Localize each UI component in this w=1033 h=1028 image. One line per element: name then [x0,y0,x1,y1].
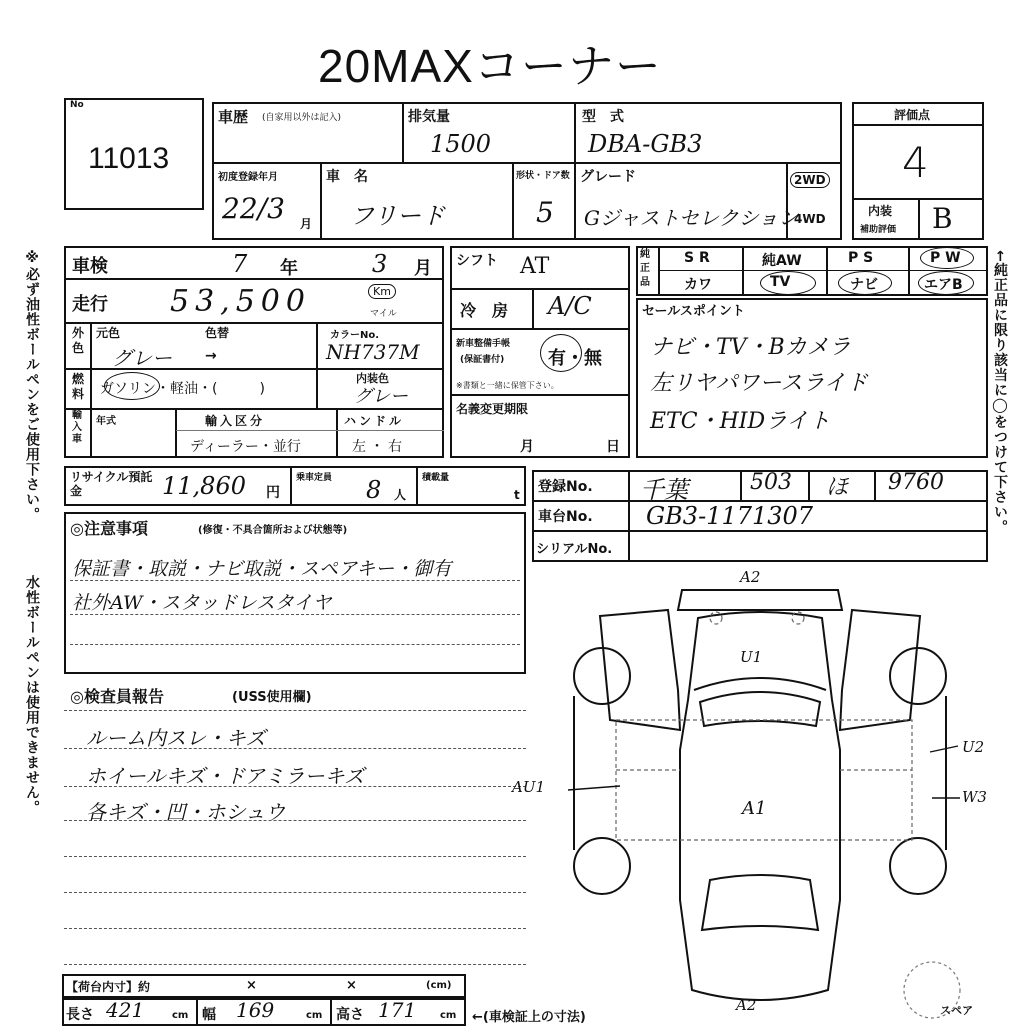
interior-label: 内装 [868,204,893,218]
dims-width-value: 169 [236,998,275,1022]
equip-tv: TV [770,274,791,290]
notes-line-1: 保証書・取説・ナビ取説・スペアキー・御有 [72,558,452,580]
capacity-value: 8 [366,476,382,504]
airbag-circle [918,271,974,295]
equip-ps: P S [848,250,874,266]
spare-label: スペア [940,1004,973,1017]
equip-side: 純正品 [640,249,650,288]
displacement-value: 1500 [430,130,492,158]
shaken-month: 3 [372,250,388,278]
aircon-label: 冷 房 [460,301,509,320]
interior-sub: 補助評価 [860,225,897,235]
notes-line-2: 社外AW・スタッドレスタイヤ [72,592,332,614]
history-label: 車歴 [218,108,249,126]
dims-note: ←(車検証上の寸法) [472,1010,586,1025]
color-code-label: カラーNo. [330,330,380,341]
first-reg-unit: 月 [300,217,313,231]
load-label: 積載量 [422,473,450,483]
import-div-label: 輸入区分 [205,414,266,428]
first-reg-value: 22/3 [222,192,285,225]
car-name-value: フリード [350,202,446,230]
import-side: 輸入車 [72,410,82,445]
cargo-x2: × [346,978,357,993]
score-value: 4 [902,138,929,187]
page-title: 20MAXコーナー [318,40,662,92]
new-car-note: ※書類と一緒に保管下さい。 [456,381,559,390]
car-damage-diagram [560,570,1000,1020]
recycle-value: 11,860 [162,472,246,500]
inspector-line-1: ルーム内スレ・キズ [86,726,266,750]
lot-number: 11013 [88,142,170,175]
mark-top-a2: A2 [740,568,761,586]
equip-pw: P W [930,250,961,266]
drive-2wd: 2WD [790,172,830,188]
equip-navi: ナビ [850,277,878,293]
sales-point-line-2: 左リヤパワースライド [650,371,868,396]
grade-label: グレード [580,169,636,185]
dims-height-value: 171 [378,998,417,1022]
registration-kana: ほ [826,475,849,500]
handle-value: 左・右 [352,439,406,455]
color-orig-value: グレー [112,346,172,370]
interior-color-value: グレー [354,386,408,407]
shaken-year-unit: 年 [280,258,298,279]
lot-no-label: No [70,100,84,110]
new-car-sub: (保証書付) [460,355,505,365]
pw-circle [920,247,974,269]
shaken-year: 7 [232,250,248,278]
shift-value: AT [520,254,550,279]
chassis-value: GB3-1171307 [646,502,814,530]
grade-value: Gジャストセレクション [584,206,799,230]
score-label: 評価点 [894,108,931,122]
interior-color-label: 内装色 [356,372,389,385]
car-name-label: 車 名 [326,169,368,185]
handle-label: ハンドル [344,414,405,428]
mark-roof-u1: U1 [740,648,763,666]
shift-label: シフト [456,253,498,269]
name-change-label: 名義変更期限 [456,402,529,416]
color-side: 外色 [72,326,85,355]
equip-sr: S R [684,250,710,266]
recycle-unit: 円 [266,485,280,501]
pen-note-2: 水性ボールペンは使用できません。 [24,575,40,815]
registration-number: 9760 [888,470,944,495]
cargo-unit: (cm) [426,980,452,991]
model-type-label: 型 式 [582,109,624,125]
mileage-km: Km [368,284,396,299]
new-car-circle [540,334,582,372]
mileage-value: 53,500 [170,284,311,319]
mark-right-u2: U2 [962,738,985,756]
chassis-label: 車台No. [538,509,593,525]
mark-bottom-a2: A2 [736,996,757,1014]
color-arrow: → [205,348,217,364]
mark-right-w3: W3 [962,788,987,806]
doors-label: 形状・ドア数 [516,171,570,181]
notes-sub: (修復・不具合箇所および状態等) [198,525,348,536]
inspector-line-3: 各キズ・凹・ホシュウ [86,800,286,824]
first-reg-label: 初度登録年月 [218,172,278,183]
fuel-side: 燃料 [72,372,85,401]
import-year-label: 年式 [96,416,116,427]
inspector-line-2: ホイールキズ・ドアミラーキズ [86,764,365,788]
new-car-label: 新車整備手帳 [456,339,511,349]
dims-width-unit: cm [306,1010,323,1021]
dims-length-label: 長さ [66,1007,94,1023]
equip-note: ←純正品に限り該当に◯をつけて下さい。 [992,250,1008,535]
dims-height-unit: cm [440,1010,457,1021]
doors-value: 5 [536,196,554,229]
dims-width-label: 幅 [202,1007,216,1023]
mark-left-au1: AU1 [512,778,546,796]
sales-point-label: セールスポイント [642,304,745,319]
color-repaint-label: 色替 [205,326,230,340]
model-type-value: DBA-GB3 [588,130,703,158]
import-div-value: ディーラー・並行 [190,439,301,455]
pen-note: ※必ず油性ボールペンをご使用下さい。 [24,250,40,522]
sales-point-line-3: ETC・HIDライト [650,409,831,434]
color-orig-label: 元色 [96,326,121,340]
name-change-month: 月 [520,439,534,455]
navi-circle [838,271,892,295]
drive-4wd: 4WD [794,212,826,226]
inspector-sub: (USS使用欄) [232,690,312,705]
interior-value: B [932,202,953,235]
equip-airbag: エアB [924,277,963,293]
dims-height-label: 高さ [336,1007,364,1023]
history-note: (自家用以外は記入) [262,113,342,123]
displacement-label: 排気量 [408,109,450,125]
capacity-label: 乗車定員 [296,473,333,483]
dims-length-unit: cm [172,1010,189,1021]
registration-label: 登録No. [538,479,593,495]
inspector-label: ◎検査員報告 [70,687,164,706]
sales-point-line-1: ナビ・TV・Bカメラ [650,335,851,360]
mark-body-a1: A1 [742,798,767,819]
equip-aw: 純AW [762,253,802,269]
load-unit: t [514,488,520,502]
name-change-day: 日 [606,439,620,455]
capacity-unit: 人 [394,488,407,502]
cargo-x1: × [246,978,257,993]
shaken-month-unit: 月 [414,258,432,279]
mileage-mile: マイル [370,309,397,319]
serial-label: シリアルNo. [536,542,613,557]
aircon-value: A/C [548,292,592,320]
registration-class: 503 [750,470,792,495]
shaken-label: 車検 [72,256,108,277]
dims-length-value: 421 [106,998,145,1022]
new-car-value: 有・無 [548,348,602,369]
mileage-label: 走行 [72,294,108,315]
fuel-options: ガソリン・軽油・( ) [100,381,265,397]
notes-label: ◎注意事項 [70,519,148,538]
tv-circle [760,271,816,295]
equip-leather: カワ [684,277,712,293]
recycle-label: リサイクル預託金 [70,470,153,498]
registration-area: 千葉 [640,476,688,504]
cargo-label: 【荷台内寸】約 [66,980,151,994]
color-code-value: NH737M [326,340,420,364]
fuel-circle [104,372,160,400]
